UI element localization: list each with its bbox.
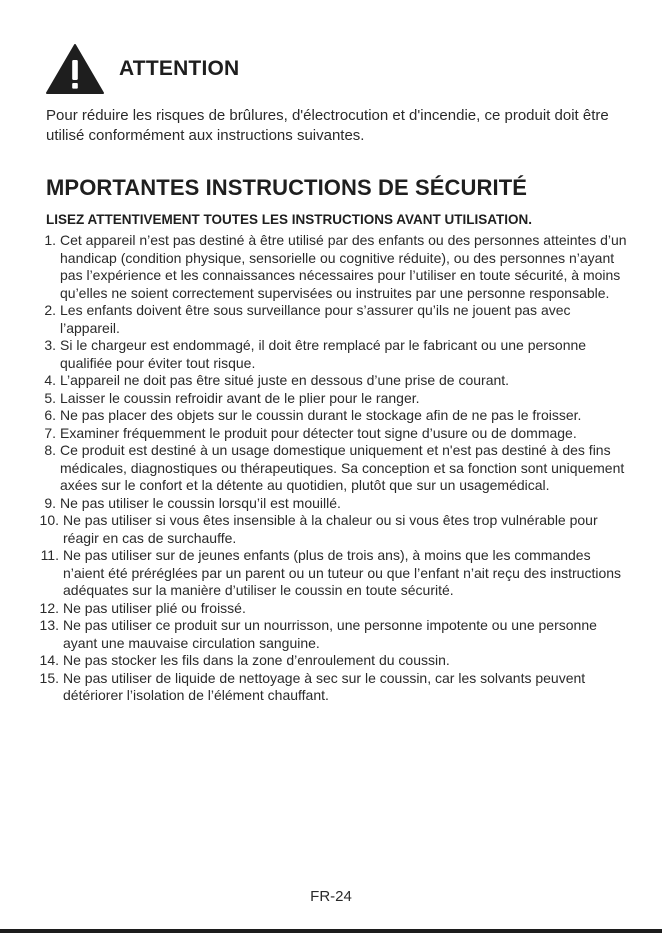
list-item	[30, 390, 630, 408]
item-text: Examiner fréquemment le produit pour détecter tout signe d’usure ou de dommage.	[60, 424, 577, 441]
item-number: 1.	[44, 232, 56, 248]
item-text: L’appareil ne doit pas être situé juste en dessous d’une prise de courant.	[60, 372, 510, 388]
item-text: Les enfants doivent être sous surveillance pour s’assurer qu’ils ne jouent pas avec l’appareil.	[60, 302, 571, 336]
item-number: 5.	[44, 389, 56, 406]
list-item	[30, 232, 630, 302]
item-number: 13.	[39, 617, 59, 633]
item-number: 15.	[39, 669, 59, 686]
item-text: Ne pas utiliser ce produit sur un nourrisson, une personne impotente ou une personne ayant une mauvaise circulation sanguine.	[63, 617, 597, 651]
item-number: 9.	[44, 494, 56, 511]
item-text: Ne pas utiliser plié ou froissé.	[63, 599, 246, 616]
list-item	[30, 442, 630, 495]
item-number: 8.	[44, 442, 56, 458]
item-number: 7.	[44, 424, 56, 441]
warning-triangle-icon	[45, 43, 105, 95]
item-text: Ne pas utiliser le coussin lorsqu’il est mouillé.	[60, 494, 341, 511]
item-number: 10.	[39, 512, 59, 528]
item-text: Ne pas utiliser sur de jeunes enfants (plus de trois ans), à moins que les commandes n’aient été préréglées par un parent ou un tuteur ou que l’enfant n’ait reçu des instructions adéquates sur la manière d’utiliser le coussin en toute sécurité.	[63, 547, 622, 598]
item-number: 6.	[44, 407, 56, 423]
page-number: FR-24	[310, 888, 352, 905]
list-item	[30, 407, 630, 425]
list-item	[30, 337, 630, 372]
item-text: Ne pas placer des objets sur le coussin durant le stockage afin de ne pas le froisser.	[60, 407, 582, 423]
item-number: 2.	[44, 302, 56, 318]
instructions-list	[30, 232, 630, 705]
item-number: 11.	[40, 547, 59, 563]
item-number: 14.	[39, 652, 59, 668]
attention-header	[45, 43, 239, 95]
list-item	[30, 670, 630, 705]
list-item	[30, 547, 630, 600]
item-text: Cet appareil n’est pas destiné à être utilisé par des enfants ou des personnes atteintes d’un handicap (condition physique, sensorielle ou cognitive réduite), ou des personnes n’ayant pas l’expérience et les connaissances nécessaires pour l’utiliser en toute sécurité, à moins qu’elles ne soient correctement supervisées ou instruites par une personne responsable.	[60, 232, 627, 301]
attention-title: ATTENTION	[119, 57, 240, 80]
list-item	[30, 302, 630, 337]
item-number: 12.	[39, 599, 59, 616]
item-text: Ne pas utiliser si vous êtes insensible à la chaleur ou si vous êtes trop vulnérable pour réagir en cas de surchauffe.	[63, 512, 598, 546]
bottom-divider	[0, 929, 662, 933]
list-item	[30, 512, 630, 547]
item-number: 4.	[44, 372, 56, 388]
item-text: Laisser le coussin refroidir avant de le plier pour le ranger.	[60, 389, 420, 406]
item-number: 3.	[44, 337, 56, 353]
item-text: Ne pas stocker les fils dans la zone d’enroulement du coussin.	[63, 652, 450, 668]
list-item	[30, 652, 630, 670]
item-text: Si le chargeur est endommagé, il doit être remplacé par le fabricant ou une personne qualifiée pour éviter tout risque.	[60, 337, 587, 371]
section-title: MPORTANTES INSTRUCTIONS DE SÉCURITÉ	[46, 175, 528, 200]
list-item	[30, 372, 630, 390]
intro-paragraph: Pour réduire les risques de brûlures, d'électrocution et d'incendie, ce produit doit être utilisé conformément aux instructions suivantes.	[46, 107, 609, 144]
section-subtitle: LISEZ ATTENTIVEMENT TOUTES LES INSTRUCTIONS AVANT UTILISATION.	[46, 212, 532, 227]
list-item	[30, 425, 630, 443]
item-text: Ne pas utiliser de liquide de nettoyage à sec sur le coussin, car les solvants peuvent détériorer l’isolation de l’élément chauffant.	[63, 669, 586, 703]
list-item	[30, 495, 630, 513]
list-item	[30, 617, 630, 652]
item-text: Ce produit est destiné à un usage domestique uniquement et n'est pas destiné à des fins médicales, diagnostiques ou thérapeutiques. Sa conception et sa fonction sont uniquement axées sur le confort et la détente au quotidien, plutôt que sur un usagemédical.	[60, 442, 625, 493]
list-item	[30, 600, 630, 618]
